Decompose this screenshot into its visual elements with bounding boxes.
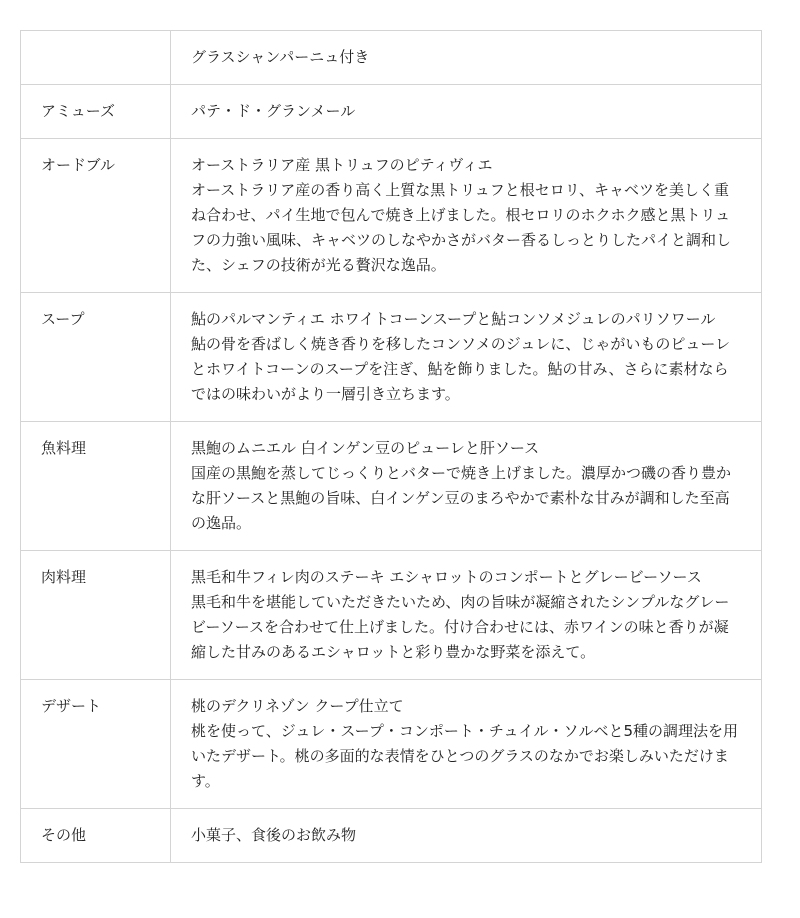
table-row [21, 31, 762, 85]
dish-cell [171, 31, 762, 85]
dish-name: 小菓子、食後のお飲み物 [191, 826, 357, 844]
table-row [21, 680, 762, 809]
table-row [21, 809, 762, 863]
dish-name: 鮎のパルマンティエ ホワイトコーンスープと鮎コンソメジュレのパリソワール [191, 310, 716, 328]
table-row [21, 422, 762, 551]
course-label: 魚料理 [21, 422, 171, 551]
course-label [21, 31, 171, 85]
dish-name: パテ・ド・グランメール [191, 102, 356, 120]
dish-cell [171, 293, 762, 422]
course-menu-table [20, 30, 762, 863]
table-row [21, 139, 762, 293]
dish-description: 鮎の骨を香ばしく焼き香りを移したコンソメのジュレに、じゃがいものピューレとホワイトコーンのスープを注ぎ、鮎を飾りました。鮎の甘み、さらに素材ならではの味わいがより一層引き立ちます。 [191, 335, 731, 403]
table-row [21, 551, 762, 680]
dish-name: 桃のデクリネゾン クープ仕立て [191, 697, 404, 715]
course-label: 肉料理 [21, 551, 171, 680]
dish-name: グラスシャンパーニュ付き [191, 48, 370, 66]
dish-cell [171, 422, 762, 551]
dish-description: 桃を使って、ジュレ・スープ・コンポート・チュイル・ソルベと5種の調理法を用いたデザート。桃の多面的な表情をひとつのグラスのなかでお楽しみいただけます。 [191, 722, 738, 790]
dish-cell [171, 680, 762, 809]
table-row [21, 85, 762, 139]
dish-cell [171, 551, 762, 680]
course-label: アミューズ [21, 85, 171, 139]
course-label: デザート [21, 680, 171, 809]
dish-cell [171, 139, 762, 293]
dish-name: 黒毛和牛フィレ肉のステーキ エシャロットのコンポートとグレービーソース [191, 568, 702, 586]
dish-cell [171, 809, 762, 863]
dish-name: オーストラリア産 黒トリュフのピティヴィエ [191, 156, 493, 174]
dish-name: 黒鮑のムニエル 白インゲン豆のピューレと肝ソース [191, 439, 540, 457]
dish-description: 国産の黒鮑を蒸してじっくりとバターで焼き上げました。濃厚かつ磯の香り豊かな肝ソースと黒鮑の旨味、白インゲン豆のまろやかで素朴な甘みが調和した至高の逸品。 [191, 464, 732, 532]
course-label: その他 [21, 809, 171, 863]
table-row [21, 293, 762, 422]
dish-description: 黒毛和牛を堪能していただきたいため、肉の旨味が凝縮されたシンプルなグレービーソースを合わせて仕上げました。付け合わせには、赤ワインの味と香りが凝縮した甘みのあるエシャロットと彩り豊かな野菜を添えて。 [191, 593, 730, 661]
course-label: オードブル [21, 139, 171, 293]
course-label: スープ [21, 293, 171, 422]
dish-cell [171, 85, 762, 139]
dish-description: オーストラリア産の香り高く上質な黒トリュフと根セロリ、キャベツを美しく重ね合わせ、パイ生地で包んで焼き上げました。根セロリのホクホク感と黒トリュフの力強い風味、キャベツのしなやかさがバター香るしっとりしたパイと調和した、シェフの技術が光る贅沢な逸品。 [191, 181, 732, 274]
